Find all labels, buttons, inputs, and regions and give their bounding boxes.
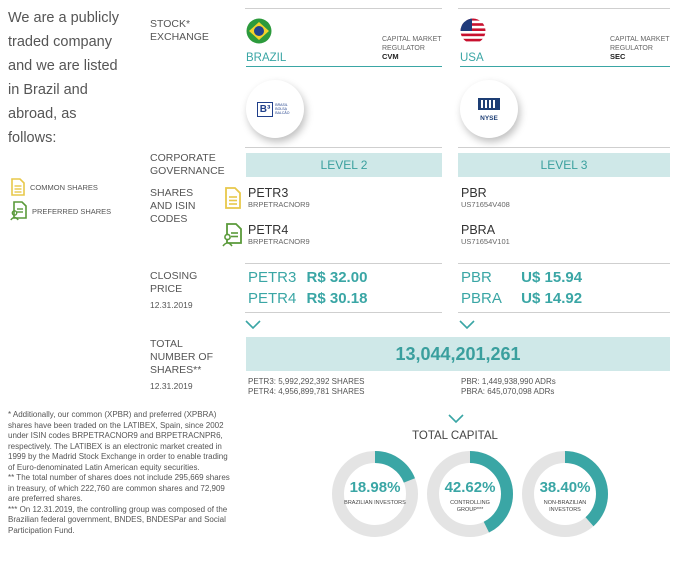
brazil-price2 [248,289,367,308]
brazil-regulator [382,36,442,63]
usa-price2-code: PBRA [461,290,502,307]
brazil-price2-value: R$ 30.18 [306,290,368,307]
brazil-price2-code: PETR4 [248,290,297,307]
usa-top-rule [458,8,670,9]
nyse-logo [460,80,518,138]
brazil-price-bottom-rule [245,312,442,313]
usa-price2 [461,289,582,308]
label-closing-price [150,270,220,312]
nyse-logo-text: NYSE [480,114,498,122]
brazil-governance-bar: LEVEL 2 [246,153,442,177]
usa-code1: PBR [461,186,487,200]
usa-price1-code: PBR [461,269,492,286]
usa-country: USA [460,52,670,67]
brazil-top-rule [245,8,442,9]
chevron-down-icon [448,414,464,423]
usa-regulator-name: SEC [610,52,626,61]
usa-shares-breakdown [461,377,556,397]
brazil-gov-rule [245,147,442,148]
usa-share1 [461,186,510,209]
donut-controlling-group [426,450,514,538]
usa-shares2: PBRA: 645,070,098 ADRs [461,387,555,396]
document-icon [224,187,242,209]
brazil-shares1: PETR3: 5,992,292,392 SHARES [248,377,365,386]
usa-regulator-label: CAPITAL MARKET REGULATOR [610,36,670,52]
usa-regulator [610,36,672,63]
brazil-share2 [248,223,310,246]
label-corporate-governance: CORPORATE GOVERNANCE [150,152,225,177]
intro-text: We are a publicly traded company and we are listed in Brazil and abroad, as follows: [8,10,119,146]
usa-shares1: PBR: 1,449,938,990 ADRs [461,377,556,386]
brazil-country: BRAZIL [246,52,442,67]
donut-label: NON-BRAZILIAN INVESTORS [543,500,587,513]
usa-price-rule [458,263,670,264]
brazil-price1-code: PETR3 [248,269,297,286]
total-shares-date: 12.31.2019 [150,381,193,391]
usa-flag-icon [460,18,486,44]
brazil-code1: PETR3 [248,186,289,200]
label-shares-isin: SHARES AND ISIN CODES [150,187,196,225]
b3-logo-mark: B³ [257,102,274,117]
brazil-regulator-label: CAPITAL MARKET REGULATOR [382,36,442,52]
footnotes [8,410,236,536]
brazil-isin2: BRPETRACNOR9 [248,237,310,246]
donut-non-brazilian-investors [521,450,609,538]
brazil-isin1: BRPETRACNOR9 [248,200,310,209]
closing-price-text: CLOSING PRICE [150,270,198,295]
legend-preferred-label: PREFERRED SHARES [32,206,112,216]
legend-preferred [10,201,111,221]
label-total-shares [150,338,230,393]
brazil-price1 [248,268,367,287]
donut-pct: 18.98% [349,479,401,496]
footnote-3: *** On 12.31.2019, the controlling group was composed of the Brazilian federal government, BNDES, BNDESPar and Social Participation Fund. [8,504,228,535]
legend-common [10,178,98,196]
donut-label: CONTROLLING GROUP*** [450,500,490,513]
usa-price2-value: U$ 14.92 [521,290,583,307]
document-person-icon [10,201,28,221]
b3-logo [246,80,304,138]
brazil-price1-value: R$ 32.00 [306,269,368,286]
usa-governance-bar: LEVEL 3 [458,153,670,177]
total-shares-value: 13,044,201,261 [246,337,670,371]
total-capital-title: TOTAL CAPITAL [412,430,498,442]
chevron-down-icon [459,320,475,329]
usa-price1-value: U$ 15.94 [521,269,583,286]
usa-gov-rule [458,147,670,148]
usa-share2 [461,223,510,246]
closing-price-date: 12.31.2019 [150,300,193,310]
donut-label: BRAZILIAN INVESTORS [344,500,406,506]
donut-pct: 38.40% [539,479,591,496]
chevron-down-icon [245,320,261,329]
brazil-shares2: PETR4: 4,956,899,781 SHARES [248,387,365,396]
brazil-regulator-name: CVM [382,52,399,61]
footnote-1: * Additionally, our common (XPBR) and preferred (XPBRA) shares have been traded on the LATIBEX, Spain, since 2002 under ISIN codes BRPETRACNOR9 and BRPETRACNPR6, respectively. The LATIBEX is an electronic market created in 1999 by the Madrid Stock Exchange in order to enable trading of Euro-denominated Latin American equity securities. [8,410,228,472]
usa-price1 [461,268,582,287]
total-shares-text: TOTAL NUMBER OF SHARES** [150,338,213,376]
usa-code2: PBRA [461,223,496,237]
brazil-code2: PETR4 [248,223,289,237]
document-icon [10,178,26,196]
usa-isin1: US71654V408 [461,200,510,209]
b3-logo-sub: BRASIL BOLSA BALCÃO [275,103,290,115]
usa-price-bottom-rule [458,312,670,313]
legend-common-label: COMMON SHARES [30,182,98,192]
footnote-2: ** The total number of shares does not include 295,669 shares in treasury, of which 222,760 are common shares and 72,909 are preferred shares. [8,473,230,503]
brazil-flag-icon [246,18,272,44]
donut-brazilian-investors [331,450,419,538]
document-person-icon [222,223,244,247]
label-stock-exchange: STOCK* EXCHANGE [150,18,209,43]
nyse-columns-icon [478,98,500,110]
brazil-share1 [248,186,310,209]
usa-isin2: US71654V101 [461,237,510,246]
brazil-shares-breakdown [248,377,365,397]
donut-pct: 42.62% [444,479,496,496]
brazil-price-rule [245,263,442,264]
